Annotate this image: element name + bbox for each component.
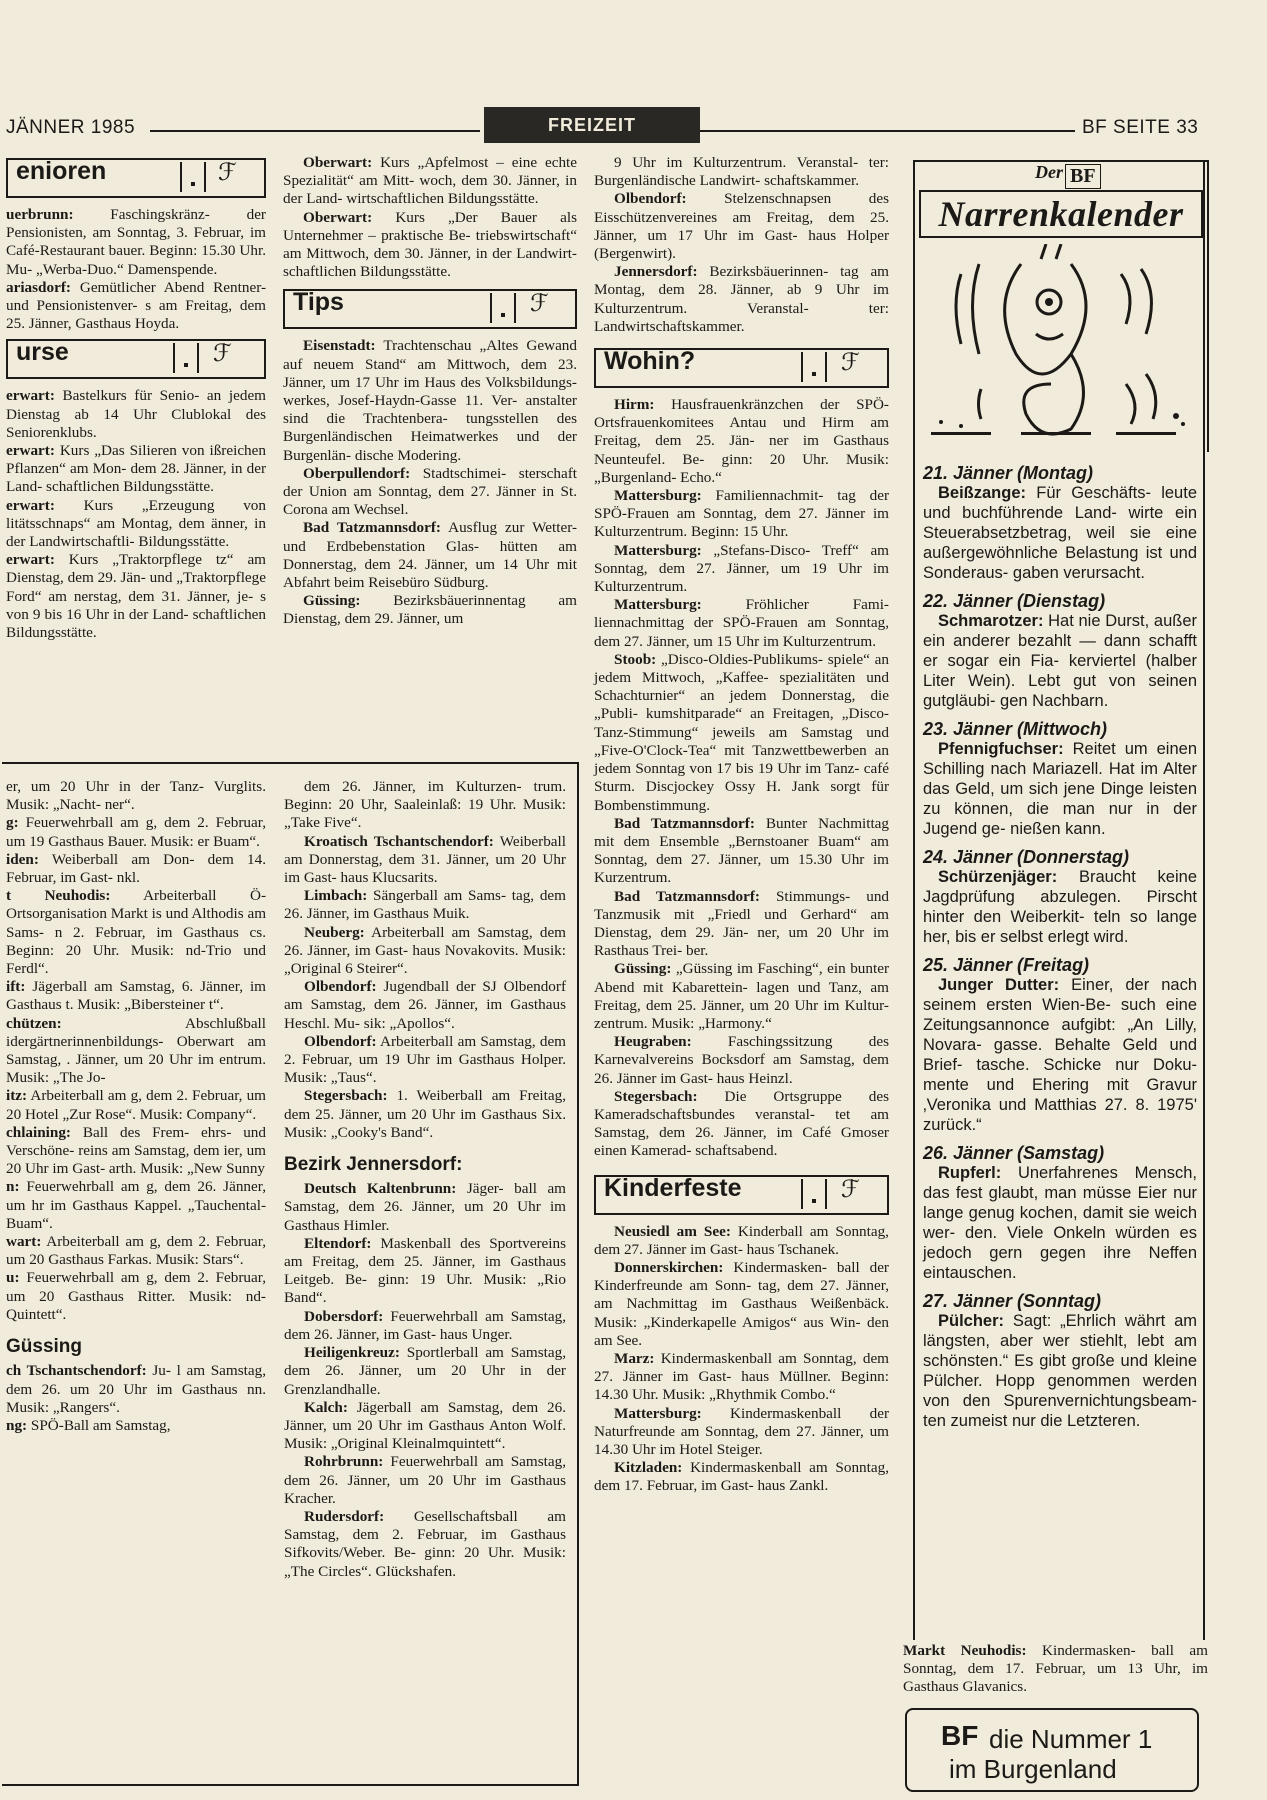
- listing-place: Mattersburg:: [614, 1404, 702, 1422]
- wohin-title: Wohin?: [604, 347, 696, 376]
- listing-entry: [594, 263, 889, 336]
- listing-text: Kurs „Das Silieren von ißreichen Pflanzen“ am Mon- dem 28. Jänner, in der Land- schaftlichen Bildungsstätte.: [6, 442, 266, 496]
- kurse-continued-list: [283, 154, 577, 281]
- listing-text: Die Ortsgruppe des Kameradschaftsbundes veranstal- tet am Samstag, dem 26. Jänner, im Café Gmoser einen Kamerad- schaftsabend.: [594, 1087, 889, 1160]
- listing-entry: [6, 887, 266, 978]
- column-1-bottom: [6, 778, 266, 1435]
- listing-text: Kurs „Der Bauer als Unternehmer – praktische Be- triebswirtschaft“ am Mittwoch, dem 30. Jänner, in der Landwirt- schaftlichen Bildungsstätte.: [283, 208, 577, 281]
- listing-entry: [594, 1459, 889, 1495]
- listing-text: Stelzenschnapsen des Eisschützenvereines am Freitag, dem 25. Jänner, um 17 Uhr im Gast- haus Holper (Bergenwirt).: [594, 190, 889, 263]
- listing-entry: [284, 1453, 566, 1508]
- pen-icon: ℱ: [213, 340, 232, 368]
- listing-entry: [283, 337, 577, 464]
- listing-place: Olbendorf:: [304, 978, 377, 996]
- dot-box-icon: [490, 293, 516, 323]
- listing-text: Ball des Frem- ehrs- und Verschöne- reins am Samstag, dem ier, um 20 Uhr im Gast- arth. Musik: „New Sunny: [6, 1123, 266, 1178]
- listing-place: Kroatisch Tschantschendorf:: [304, 832, 494, 850]
- listing-place: iden:: [6, 850, 39, 868]
- pen-icon: ℱ: [218, 159, 237, 186]
- narrenkalender-entries: [923, 455, 1197, 1431]
- masthead-rule-left: [150, 130, 480, 132]
- ball-list-right: [284, 778, 566, 1142]
- listing-entry: [6, 978, 266, 1014]
- listing-place: Güssing:: [614, 960, 672, 978]
- listing-text: Kindermasken- ball der Kinderfreunde am Sonn- tag, dem 27. Jänner, am Nachmittag im Gasthaus Weißenbäck. Musik: „Kinderkapelle Amigos“ aus Win- den am See.: [594, 1258, 889, 1349]
- listing-entry: [594, 1223, 889, 1259]
- wohin-header: [594, 348, 889, 388]
- listing-place: Donnerskirchen:: [614, 1258, 724, 1276]
- listing-entry: [6, 1087, 266, 1123]
- listing-place: Jennersdorf:: [614, 263, 698, 281]
- listing-entry: [284, 778, 566, 833]
- listing-entry: [284, 1033, 566, 1088]
- listing-entry: [594, 815, 889, 888]
- jennersdorf-list: [284, 1180, 566, 1580]
- listing-entry: [594, 396, 889, 487]
- calendar-term: Rupferl:: [938, 1164, 1002, 1182]
- listing-text: Gemütlicher Abend Rentner- und Pensionistenver- s am Freitag, dem 25. Jänner, Gasthaus Hoyda.: [6, 278, 266, 333]
- listing-text: Familiennachmit- tag der SPÖ-Frauen am Sonntag, dem 27. Jänner im Kulturzentrum. Beginn: 15 Uhr.: [594, 487, 889, 541]
- calendar-term: Pülcher:: [938, 1312, 1005, 1330]
- listing-place: Rudersdorf:: [304, 1507, 385, 1525]
- listing-entry: [6, 1417, 266, 1435]
- listing-text: Weiberball am Don- dem 14. Februar, im Gast- nkl.: [6, 850, 266, 887]
- listing-text: Sängerball am Sams- tag, dem 26. Jänner, im Gasthaus Muik.: [284, 887, 566, 923]
- listing-entry: [284, 924, 566, 979]
- listing-text: Gesellschaftsball am Samstag, dem 2. Februar, im Gasthaus Sifkovits/Weber. Be- ginn: 20 Uhr. Musik: „The Circles“. Glückshafen.: [284, 1507, 566, 1580]
- listing-place: Neusiedl am See:: [614, 1222, 731, 1240]
- tips-list: [283, 337, 577, 628]
- listing-place: erwart:: [6, 387, 55, 405]
- listing-entry: [594, 1350, 889, 1405]
- listing-place: Bad Tatzmannsdorf:: [303, 519, 441, 537]
- kinderfeste-title: Kinderfeste: [604, 1173, 742, 1202]
- listing-place: Eltendorf:: [304, 1234, 372, 1252]
- listing-entry: [284, 1344, 566, 1399]
- listing-text: Kindermaskenball am Sonntag, dem 17. Februar, im Gast- haus Zankl.: [594, 1459, 889, 1495]
- jennersdorf-heading: Bezirk Jennersdorf:: [284, 1154, 463, 1176]
- markt-neuhodis-note: [903, 1642, 1208, 1697]
- listing-text: Kurs „Apfelmost – eine echte Spezialität“ am Mitt- woch, dem 30. Jänner, in der Land- wirtschaftlichen Bildungsstätte.: [283, 154, 577, 208]
- listing-entry: [284, 1308, 566, 1344]
- listing-text: Hausfrauenkränzchen der SPÖ-Ortsfrauenkomitees Antau und Hirm am Freitag, dem 25. Jän- ner im Gasthaus Neunteufel. Be- ginn: 20 Uhr. Musik: „Burgenland- Echo.“: [594, 396, 889, 486]
- guessing-heading: Güssing: [6, 1336, 83, 1358]
- listing-place: Olbendorf:: [614, 190, 687, 208]
- calendar-definition: Sagt: „Ehrlich währt am längsten, aber wer stiehlt, lebt am schönsten.“ Es gibt große und kleine Pülcher. Hopp genommen werden von den Spurenvernichtungsbeam- ten zumeist nur die Letzteren.: [923, 1312, 1197, 1430]
- kurse-header: [6, 339, 266, 379]
- listing-place: Deutsch Kaltenbrunn:: [304, 1180, 457, 1198]
- listing-text: Ju- l am Samstag, dem 26. um 20 Uhr im Gasthaus nn. Musik: „Rangers“.: [6, 1362, 266, 1416]
- column-2-bottom: [284, 778, 566, 1581]
- listing-text: Jägerball am Samstag, dem 26. Jänner, um 20 Uhr im Gasthaus Anton Wolf. Musik: „Original Kleinalmquintett“.: [284, 1398, 566, 1453]
- narrenkalender-title: Narrenkalender: [919, 190, 1203, 238]
- listing-entry: [594, 1088, 889, 1161]
- listing-entry: [594, 487, 889, 542]
- listing-entry: [594, 960, 889, 1033]
- calendar-definition: Für Geschäfts- leute und buchführende Land- wirte ein Steuerabsetzbetrag, weil sie eine außergewöhnliche Belastung ist und Sonderaus- gaben verursacht.: [923, 484, 1197, 582]
- listing-place: ch Tschantschendorf:: [6, 1362, 147, 1380]
- senioren-list: [6, 206, 266, 333]
- listing-text: Kurs „Traktorpflege tz“ am Dienstag, dem 29. Jän- und „Traktorpflege Ford“ am nerstag, dem 31. Jänner, je- s von 9 bis 16 Uhr in der Land- schaftlichen Bildungsstätte.: [6, 551, 266, 642]
- listing-entry: [6, 551, 266, 642]
- bf-ad-box: [905, 1708, 1199, 1792]
- listing-entry: [594, 154, 889, 190]
- listing-entry: [6, 1233, 266, 1269]
- calendar-entry: [923, 611, 1197, 711]
- ad-bf-logo: BF: [941, 1720, 979, 1751]
- listing-text: Kinderball am Sonntag, dem 27. Jänner im Gast- haus Tschanek.: [594, 1222, 889, 1258]
- listing-entry: [6, 387, 266, 442]
- listing-place: Olbendorf:: [304, 1032, 377, 1050]
- listing-entry: [6, 851, 266, 887]
- listing-place: chützen:: [6, 1014, 62, 1032]
- listing-entry: [283, 209, 577, 282]
- listing-entry: [6, 1362, 266, 1417]
- listing-place: Mattersburg:: [614, 596, 702, 614]
- listing-place: Oberwart:: [303, 208, 373, 226]
- calendar-date: 21. Jänner (Montag): [923, 463, 1094, 483]
- listing-entry: [6, 279, 266, 334]
- listing-text: „Güssing im Fasching“, ein bunter Abend mit Kabarettein- lagen und Tanz, am Freitag, dem 25. Jänner, um 20 Uhr im Kultur- zentrum. Musik: „Harmony.“: [594, 960, 889, 1032]
- calendar-definition: Braucht keine Jagdprüfung abzulegen. Pirscht hinter den Weiberkit- teln so lange her, bis er selbst erlegt wird.: [923, 868, 1197, 946]
- calendar-date: 24. Jänner (Donnerstag): [923, 847, 1130, 867]
- masthead-rule-right: [700, 130, 1075, 132]
- narrenkalender-der: Der: [1035, 162, 1063, 182]
- listing-entry: [283, 519, 577, 592]
- listing-place: Limbach:: [304, 887, 368, 905]
- listing-entry: [284, 833, 566, 888]
- listing-text: SPÖ-Ball am Samstag,: [27, 1416, 171, 1434]
- listing-place: Heugraben:: [614, 1033, 692, 1051]
- listing-text: Kurs „Erzeugung von litätsschnaps“ am Montag, dem änner, in der Landwirtschaftli- Bildungsstätte.: [6, 496, 266, 551]
- calendar-definition: Einer, der nach seinem ersten Wien-Be- such eine Zeitungsannonce aufgibt: „An Lilly, Novara- gasse. Behalte Geld und Brief- tasche. Schicke nur Doku- mente und Ehering mit Gravur ‚Veronika und Matthias 27. 8. 1975' zurück.“: [923, 976, 1197, 1134]
- listing-place: Stegersbach:: [614, 1087, 698, 1105]
- listing-text: Kindermaskenball der Naturfreunde am Sonntag, dem 27. Jänner, um 14.30 Uhr im Hotel Steiger.: [594, 1404, 889, 1458]
- listing-entry: [594, 651, 889, 815]
- note-place: Markt Neuhodis:: [903, 1642, 1027, 1659]
- listing-text: Feuerwehrball am g, dem 26. Jänner, um hr im Gasthaus Kappel. „Tauchental-Buam“.: [6, 1178, 266, 1232]
- note-text: Kindermasken- ball am Sonntag, dem 17. Februar, um 13 Uhr, im Gasthaus Glavanics.: [903, 1642, 1208, 1696]
- listing-entry: [284, 1508, 566, 1581]
- listing-text: Faschingskränz- der Pensionisten, am Sonntag, 3. Februar, im Café-Restaurant bauer. Beginn: 15.30 Uhr. Mu- „Werba-Duo.“ Damenspende.: [6, 206, 266, 278]
- kinderfeste-list: [594, 1223, 889, 1496]
- listing-text: Trachtenschau „Altes Gewand auf neuem Stand“ am Mittwoch, dem 23. Jänner, um 17 Uhr im Haus des Volksbildungs- werkes, Josef-Haydn-Gasse 11. Ver- anstalter sind die Trachtenbera- tungsstellen des Burgenländischen Heimatwerkes und der Burgenlän- dische Modering.: [283, 337, 577, 464]
- listing-place: Mattersburg:: [614, 487, 702, 505]
- listing-text: Arbeiterball Ö-Ortsorganisation Markt is und Althodis am Sams- n 2. Februar, im Gasthaus cs. Beginn: 20 Uhr. Musik: nd-Trio und Ferdl“.: [6, 887, 267, 978]
- listing-entry: [284, 1180, 566, 1235]
- listing-text: Stadtschimei- sterschaft der Union am Sonntag, dem 27. Jänner in St. Corona am Wechsel.: [283, 464, 577, 519]
- listing-text: Stimmungs- und Tanzmusik mit „Friedl und Gerhard“ am Dienstag, dem 29. Jän- ner, um 20 Uhr im Rasthaus Trei- ber.: [594, 887, 890, 960]
- calendar-term: Schürzenjäger:: [938, 868, 1058, 886]
- listing-place: erwart:: [6, 442, 55, 460]
- dot-box-icon: [801, 1179, 827, 1209]
- listing-entry: [6, 814, 266, 850]
- listing-place: ift:: [6, 978, 26, 996]
- listing-text: Fröhlicher Fami- liennachmittag der SPÖ-Frauen am Sonntag, dem 27. Jänner, um 15 Uhr im Kulturzentrum.: [594, 596, 889, 650]
- listing-text: er, um 20 Uhr in der Tanz- Vurglits. Musik: „Nacht- ner“.: [6, 778, 266, 814]
- listing-entry: [594, 596, 889, 651]
- column-2-top: [283, 154, 577, 629]
- wohin-list: [594, 396, 889, 1161]
- kurse-title: urse: [16, 338, 69, 367]
- calendar-entry: [923, 1163, 1197, 1283]
- calendar-date: 27. Jänner (Sonntag): [923, 1291, 1102, 1311]
- column-1-top: [6, 158, 266, 642]
- listing-place: Stoob:: [614, 650, 657, 668]
- listing-entry: [594, 1259, 889, 1350]
- listing-entry: [594, 1033, 889, 1088]
- listing-text: Arbeiterball am g, dem 2. Februar, um 20 Gasthaus Farkas. Musik: Stars“.: [6, 1233, 266, 1269]
- kurse-list: [6, 387, 266, 642]
- listing-entry: [284, 887, 566, 923]
- listing-place: itz:: [6, 1087, 28, 1105]
- listing-place: ariasdorf:: [6, 278, 71, 296]
- listing-entry: [283, 465, 577, 520]
- listing-place: t Neuhodis:: [6, 887, 111, 905]
- listing-place: Oberpullendorf:: [303, 464, 411, 482]
- kinderfeste-header: [594, 1175, 889, 1215]
- calendar-entry: [923, 739, 1197, 839]
- listing-entry: [284, 1235, 566, 1308]
- column-3: [594, 154, 889, 1496]
- page-number: BF SEITE 33: [1082, 117, 1199, 138]
- listing-place: g:: [6, 814, 19, 832]
- calendar-definition: Reitet um einen Schilling nach Mariazell. Hat im Alter das Geld, um sich jene Dinge leisten zu können, die man nur in der Jugend ge- nießen kann.: [923, 740, 1197, 838]
- listing-place: Güssing:: [303, 592, 361, 610]
- tips-title: Tips: [293, 288, 344, 317]
- pen-icon: ℱ: [841, 349, 860, 377]
- listing-text: Jägerball am Samstag, 6. Jänner, im Gasthaus t. Musik: „Bibersteiner t“.: [6, 978, 266, 1014]
- listing-entry: [6, 1124, 266, 1179]
- calendar-entry: [923, 975, 1197, 1135]
- listing-entry: [6, 778, 266, 814]
- listing-text: „Disco-Oldies-Publikums- spiele“ an jedem Mittwoch, „Kaffee- spezialitäten und Schachturnier“ an jedem Donnerstag, die „Publi- kumshitparade“ an Freitagen, „Disco-Tanz-Stimmung“ jeweils am Samstag und „Five-O'Clock-Tea“ mit Tanzwettbewerben an jedem Sonntag von 17 bis 19 Uhr im Tanz- café Sturm. Discjockey Ossy H. Jank sorgt für Bombenstimmung.: [594, 650, 889, 814]
- listing-place: ng:: [6, 1416, 28, 1434]
- listing-place: erwart:: [6, 551, 55, 569]
- listing-place: u:: [6, 1269, 20, 1287]
- listing-text: Arbeiterball am Samstag, dem 26. Jänner, im Gast- haus Novakovits. Musik: „Original 6 Steirer“.: [284, 923, 566, 978]
- listing-place: Eisenstadt:: [303, 337, 376, 355]
- listing-text: Jäger- ball am Samstag, dem 26. Jänner, um 20 Uhr im Gasthaus Himler.: [284, 1180, 566, 1234]
- calendar-definition: Hat nie Durst, außer ein anderer bezahlt — dann schafft er sogar ein Fia- kerviertel (halber Liter Wein). Lebt gut von seinen gutgläubi- gen Nachbarn.: [923, 612, 1197, 710]
- listing-place: chlaining:: [6, 1123, 71, 1141]
- listing-text: dem 26. Jänner, im Kulturzen- trum. Beginn: 20 Uhr, Saaleinlaß: 19 Uhr. Musik: „Take Five“.: [284, 778, 566, 832]
- listing-entry: [6, 1178, 266, 1233]
- listing-entry: [284, 978, 566, 1033]
- narrenkalender-frame-left: [913, 450, 915, 1640]
- listing-entry: [6, 206, 266, 279]
- senioren-title: enioren: [16, 157, 107, 185]
- calendar-definition: Unerfahrenes Mensch, das fest glaubt, man müsse Eier nur lange genug kochen, damit sie weich wer- den. Viele Onkeln würden es jedoch gern gegen ihre Neffen eintauschen.: [923, 1164, 1197, 1282]
- pen-icon: ℱ: [841, 1175, 860, 1203]
- listing-text: Weiberball am Donnerstag, dem 31. Jänner, um 20 Uhr im Gast- haus Klucsarits.: [284, 832, 566, 887]
- listing-place: Bad Tatzmannsdorf:: [614, 814, 755, 832]
- calendar-term: Beißzange:: [938, 484, 1027, 502]
- listing-place: Hirm:: [614, 396, 655, 414]
- dot-box-icon: [180, 162, 206, 192]
- tips-continued-list: [594, 154, 889, 336]
- listing-place: Kitzladen:: [614, 1459, 683, 1477]
- listing-place: erwart:: [6, 496, 55, 514]
- listing-text: Feuerwehrball am g, dem 2. Februar, um 19 Gasthaus Bauer. Musik: er Buam“.: [6, 814, 266, 850]
- listing-entry: [6, 1269, 266, 1324]
- section-title: FREIZEIT: [484, 107, 700, 143]
- listing-text: Feuerwehrball am Samstag, dem 26. Jänner, um 20 Uhr im Gasthaus Kracher.: [284, 1453, 566, 1507]
- dot-box-icon: [801, 352, 827, 382]
- ad-line-1: die Nummer 1: [989, 1724, 1153, 1754]
- dot-box-icon: [173, 343, 199, 373]
- listing-text: Feuerwehrball am g, dem 2. Februar, um 20 Gasthaus Ritter. Musik: nd-Quintett“.: [6, 1269, 266, 1323]
- listing-entry: [594, 190, 889, 263]
- listing-entry: [594, 542, 889, 597]
- listing-place: Bad Tatzmannsdorf:: [614, 887, 760, 905]
- listing-place: Kalch:: [304, 1398, 348, 1416]
- calendar-entry: [923, 867, 1197, 947]
- listing-place: Rohrbrunn:: [304, 1453, 384, 1471]
- listing-text: Faschingssitzung des Karnevalvereins Bocksdorf am Samstag, dem 26. Jänner im Gast- haus Heinzl.: [594, 1033, 889, 1087]
- listing-entry: [283, 592, 577, 628]
- listing-text: Feuerwehrball am Samstag, dem 26. Jänner, im Gast- haus Unger.: [284, 1307, 566, 1343]
- narrenkalender-frame-right: [1203, 160, 1205, 1640]
- calendar-term: Junger Dutter:: [938, 976, 1060, 994]
- listing-text: Arbeiterball am g, dem 2. Februar, um 20 Hotel „Zur Rose“. Musik: Company“.: [6, 1087, 266, 1123]
- listing-place: Marz:: [614, 1349, 655, 1367]
- tips-header: [283, 289, 577, 329]
- calendar-term: Schmarotzer:: [938, 612, 1044, 630]
- listing-text: Abschlußball idergärtnerinnenbildungs- Oberwart am Samstag, . Jänner, um 20 Uhr im entrum. Musik: „The Jo-: [6, 1014, 266, 1087]
- listing-entry: [594, 888, 889, 961]
- listing-text: Sportlerball am Samstag, dem 26. Jänner, um 20 Uhr in der Grenzlandhalle.: [284, 1344, 566, 1398]
- listing-text: Bunter Nachmittag mit dem Ensemble „Bernstoaner Buam“ am Sonntag, dem 27. Jänner, um 15.30 Uhr im Kurzentrum.: [594, 814, 890, 887]
- listing-text: Ausflug zur Wetter- und Erdbebenstation Glas- hütten am Donnerstag, dem 24. Jänner, um 14 Uhr mit Abfahrt beim Reisebüro Südburg.: [283, 519, 577, 592]
- listing-entry: [283, 154, 577, 209]
- ad-line-2: im Burgenland: [949, 1754, 1117, 1784]
- listing-entry: [284, 1399, 566, 1454]
- ball-list-left: [6, 778, 266, 1324]
- listing-place: Dobersdorf:: [304, 1307, 384, 1325]
- listing-entry: [6, 497, 266, 552]
- listing-place: Oberwart:: [303, 154, 373, 171]
- calendar-date: 22. Jänner (Dienstag): [923, 591, 1106, 611]
- issue-date: JÄNNER 1985: [6, 117, 136, 138]
- listing-text: Maskenball des Sportvereins am Freitag, dem 25. Jänner, im Gasthaus Leitgeb. Be- ginn: 19 Uhr. Musik: „Rio Band“.: [284, 1234, 566, 1307]
- calendar-entry: [923, 1311, 1197, 1431]
- guessing-list: [6, 1362, 266, 1435]
- bf-logo: BF: [1065, 164, 1101, 189]
- listing-entry: [6, 442, 266, 497]
- listing-entry: [6, 1015, 266, 1088]
- listing-text: Bezirksbäuerinnentag am Dienstag, dem 29. Jänner, um: [283, 592, 577, 628]
- senioren-header: [6, 158, 266, 198]
- listing-place: n:: [6, 1178, 20, 1196]
- listing-text: 1. Weiberball am Freitag, dem 25. Jänner, um 20 Uhr im Gasthaus Six. Musik: „Cooky's Band“.: [284, 1087, 566, 1141]
- listing-place: Stegersbach:: [304, 1087, 388, 1105]
- narrenkalender-box: [913, 160, 1209, 452]
- listing-place: Heiligenkreuz:: [304, 1344, 400, 1362]
- calendar-date: 26. Jänner (Samstag): [923, 1143, 1105, 1163]
- masthead: [0, 117, 1215, 143]
- calendar-term: Pfennigfuchser:: [938, 740, 1064, 758]
- listing-text: 9 Uhr im Kulturzentrum. Veranstal- ter: Burgenländische Landwirt- schaftskammer.: [594, 154, 889, 190]
- listing-text: Kindermaskenball am Sonntag, dem 27. Jänner im Gast- haus Müllner. Beginn: 14.30 Uhr. Musik: „Rhythmik Combo.“: [594, 1349, 889, 1404]
- listing-place: Neuberg:: [304, 923, 365, 941]
- listing-text: „Stefans-Disco- Treff“ am Sonntag, dem 27. Jänner, um 19 Uhr im Kulturzentrum.: [594, 541, 889, 596]
- pen-icon: ℱ: [530, 290, 549, 318]
- listing-place: wart:: [6, 1233, 42, 1251]
- listing-text: Bezirksbäuerinnen- tag am Montag, dem 28. Jänner, ab 9 Uhr im Kulturzentrum. Veranstal- ter: Landwirtschaftskammer.: [594, 263, 889, 335]
- calendar-entry: [923, 483, 1197, 583]
- listing-place: uerbrunn:: [6, 206, 74, 223]
- listing-text: Bastelkurs für Senio- an jedem Dienstag ab 14 Uhr Clublokal des Seniorenklubs.: [6, 387, 266, 441]
- listing-entry: [284, 1087, 566, 1142]
- listing-text: Arbeiterball am Samstag, dem 2. Februar, um 19 Uhr im Gasthaus Holper. Musik: „Taus“.: [284, 1032, 566, 1087]
- calendar-date: 23. Jänner (Mittwoch): [923, 719, 1108, 739]
- listing-entry: [594, 1405, 889, 1460]
- listing-place: Mattersburg:: [614, 541, 702, 559]
- listing-text: Jugendball der SJ Olbendorf am Samstag, dem 26. Jänner, im Gasthaus Heschl. Mu- sik: „Apollos“.: [284, 978, 566, 1032]
- jester-illustration: [921, 244, 1201, 444]
- calendar-date: 25. Jänner (Freitag): [923, 955, 1090, 975]
